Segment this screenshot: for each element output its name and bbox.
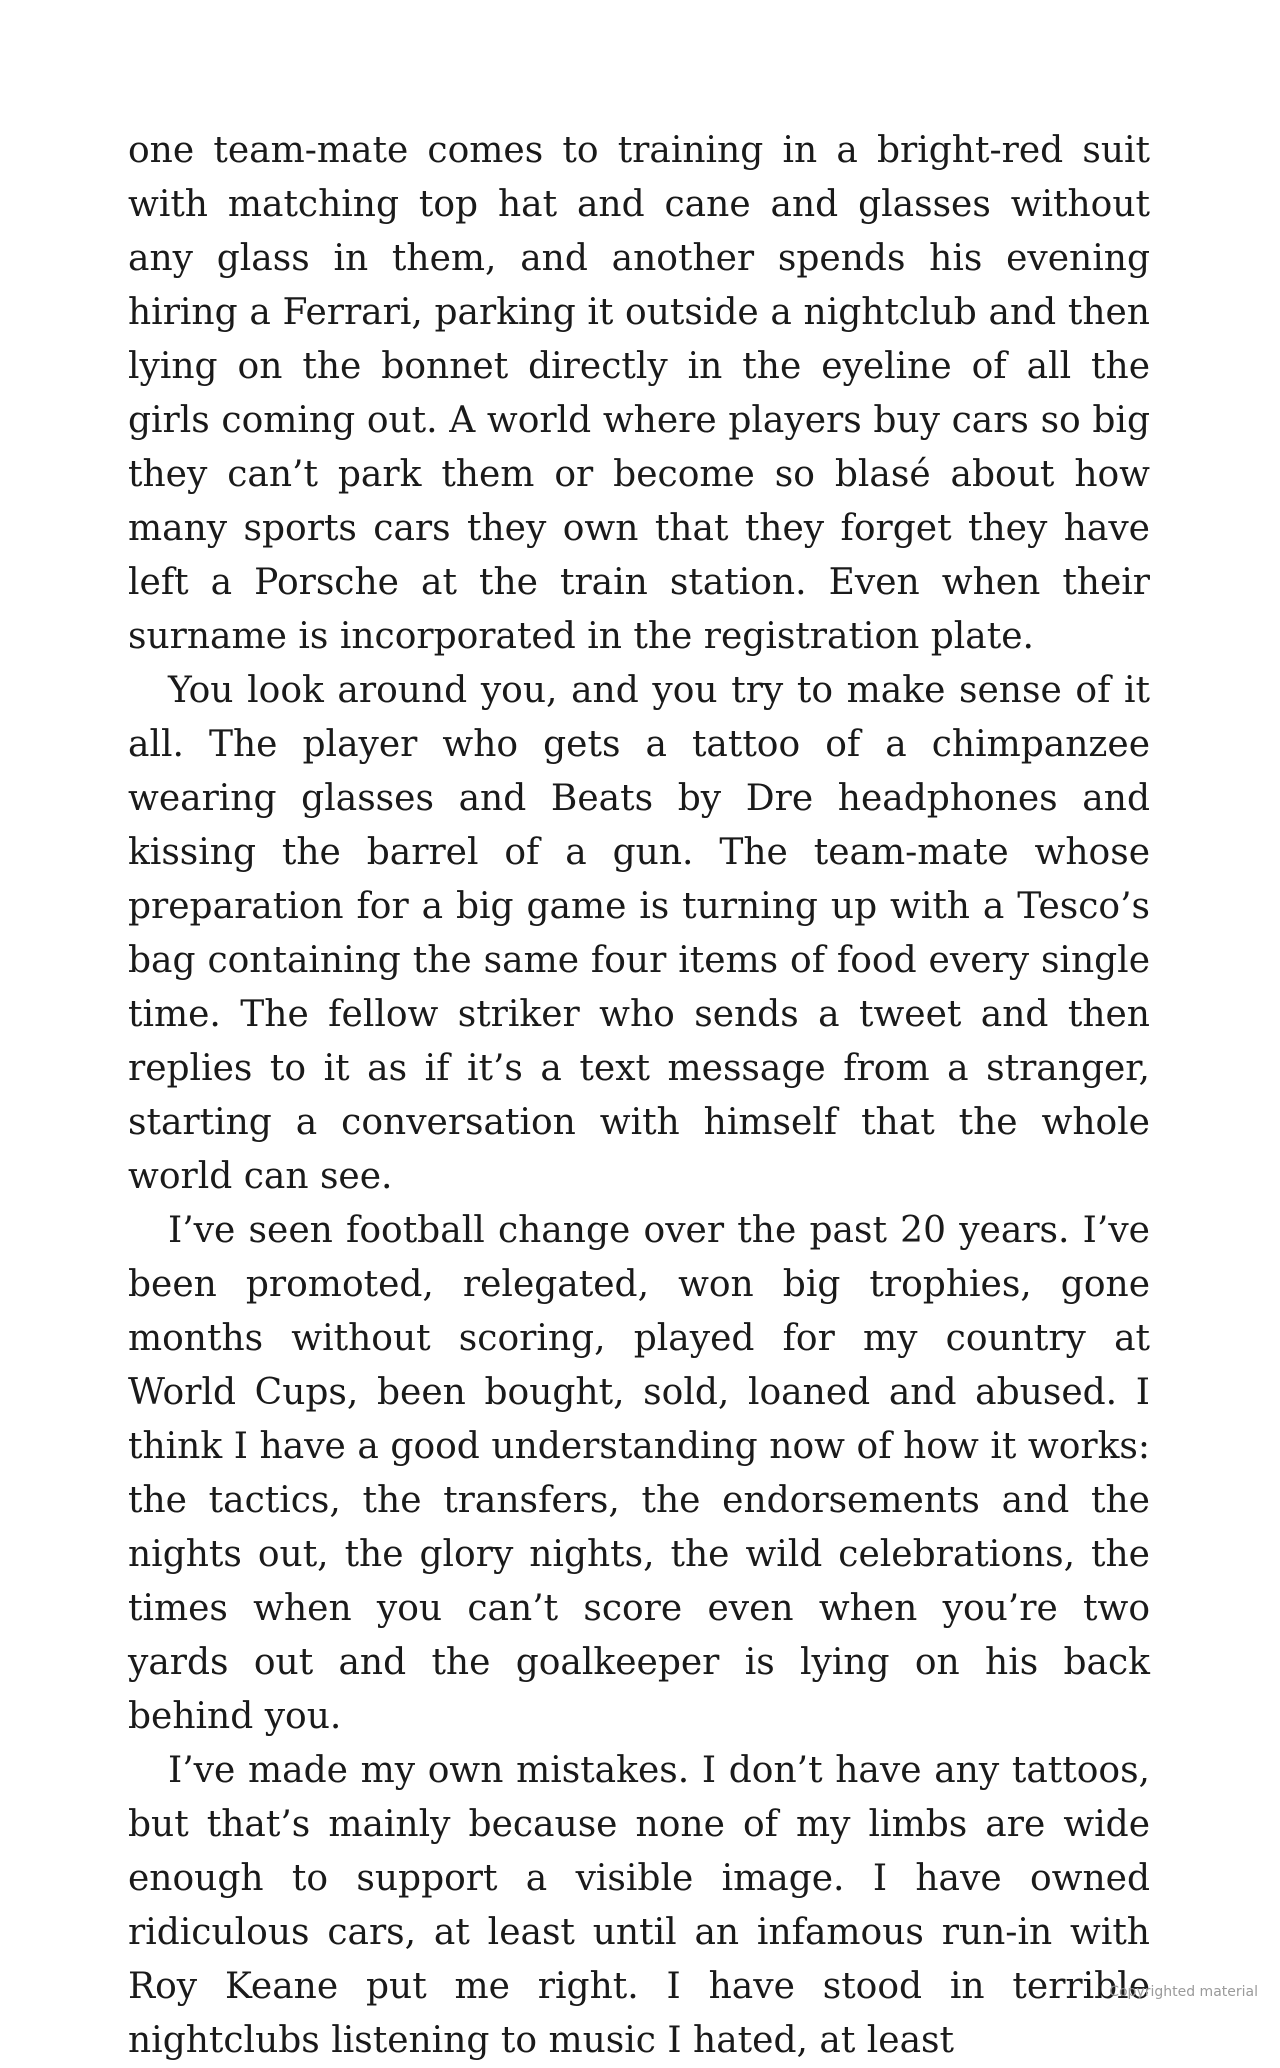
book-page-body (128, 124, 1150, 2068)
paragraph-2: You look around you, and you try to make sense of it all. The player who gets a tattoo of a chimpanzee wearing glasses and Beats by Dre headphones and kissing the barrel of a gun. The team-mate whose preparation for a big game is turning up with a Tesco’s bag containing the same four items of food every single time. The fellow striker who sends a tweet and then replies to it as if it’s a text message from a stranger, starting a conversation with himself that the whole world can see. (128, 670, 1150, 1197)
paragraph-3: I’ve seen football change over the past 20 years. I’ve been promoted, relegated, won big trophies, gone months without scoring, played for my country at World Cups, been bought, sold, loaned and abused. I think I have a good understanding now of how it works: the tactics, the transfers, the endorsements and the nights out, the glory nights, the wild celebrations, the times when you can’t score even when you’re two yards out and the goalkeeper is lying on his back behind you. (128, 1210, 1150, 1737)
copyright-watermark: Copyrighted material (1109, 1984, 1258, 2000)
paragraph-1: one team-mate comes to training in a bright-red suit with matching top hat and cane and glasses without any glass in them, and another spends his evening hiring a Ferrari, parking it outside a nightclub and then lying on the bonnet directly in the eyeline of all the girls coming out. A world where players buy cars so big they can’t park them or become so blasé about how many sports cars they own that they forget they have left a Porsche at the train station. Even when their surname is incorporated in the registration plate. (128, 130, 1150, 657)
paragraph-4: I’ve made my own mistakes. I don’t have any tattoos, but that’s mainly because none of my limbs are wide enough to support a visible image. I have owned ridiculous cars, at least until an infamous run-in with Roy Keane put me right. I have stood in terrible nightclubs listening to music I hated, at least (128, 1750, 1150, 2061)
